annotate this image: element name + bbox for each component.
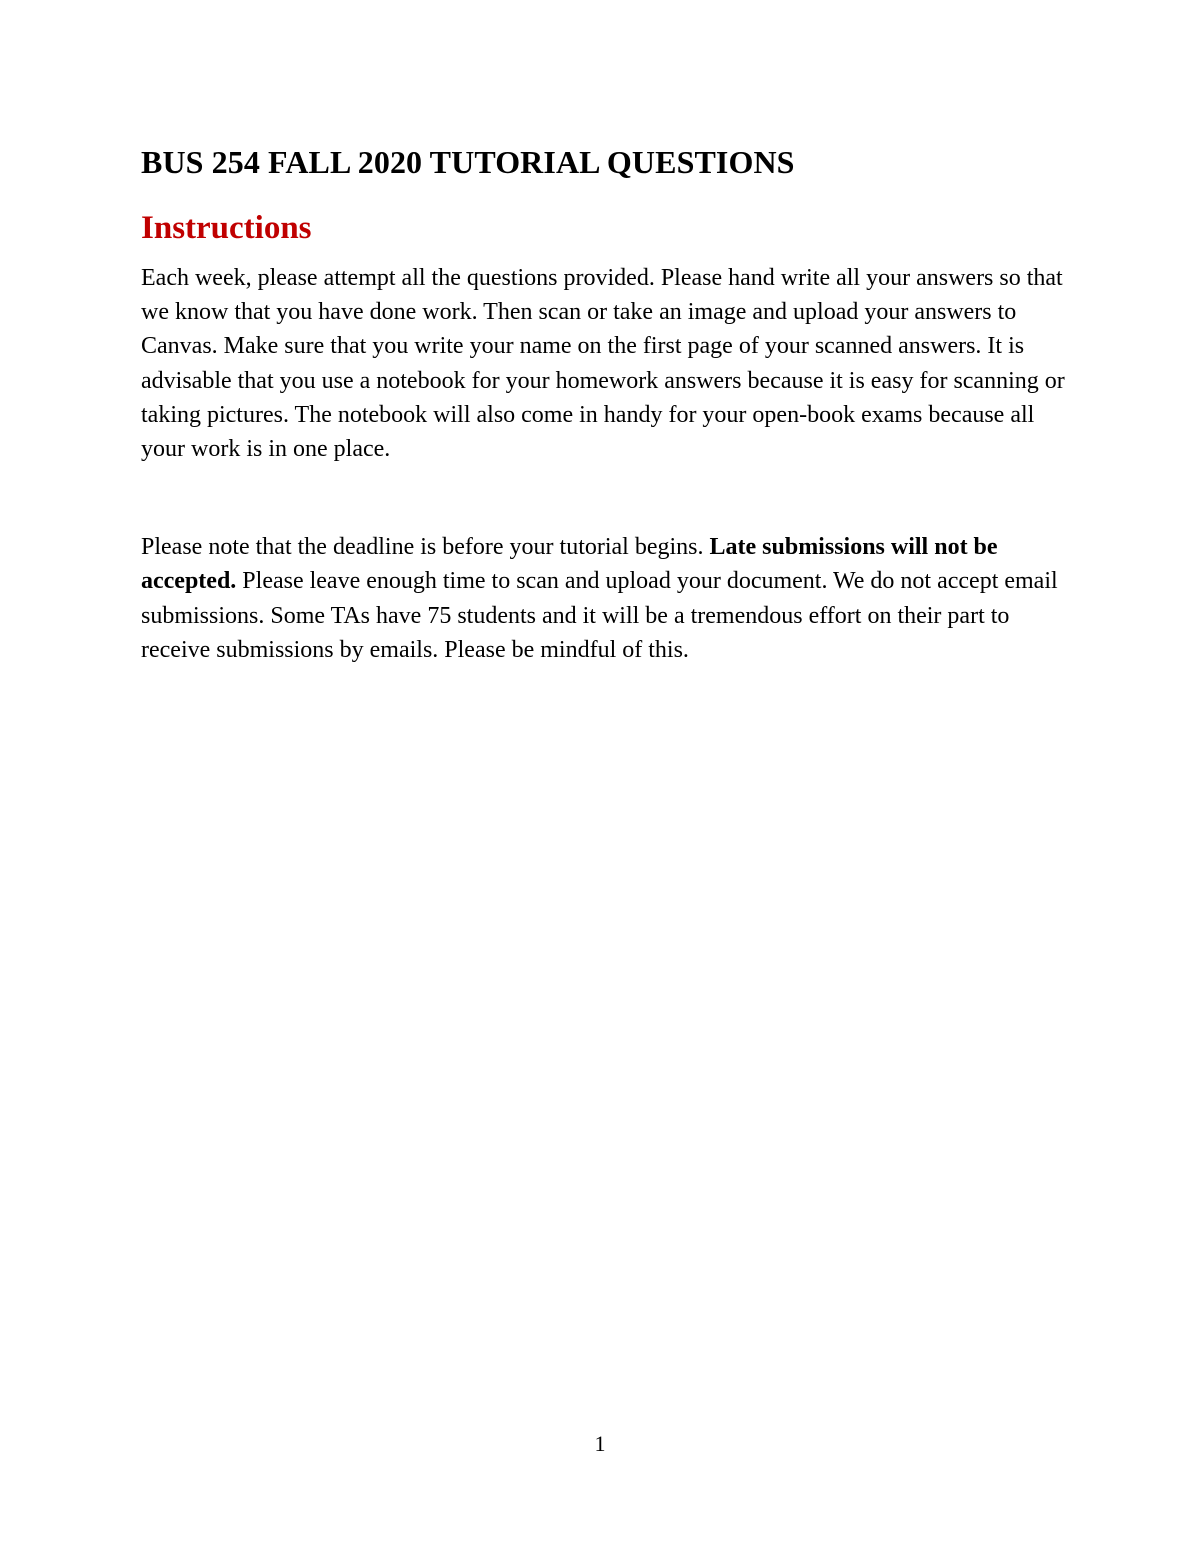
deadline-intro-text: Please note that the deadline is before your tutorial begins. (141, 534, 710, 561)
page-number: 1 (594, 1431, 606, 1456)
instructions-paragraph: Each week, please attempt all the questions provided. Please hand write all your answers so that we know that you have done work. Then scan or take an image and upload your answers to Canvas. Make sure that you write your name on the first page of your scanned answers. It is advisable that you use a notebook for your homework answers because it is easy for scanning or taking pictures. The notebook will also come in handy for your open-book exams because all your work is in one place. (141, 265, 1065, 463)
document-title: BUS 254 FALL 2020 TUTORIAL QUESTIONS (141, 144, 795, 180)
page-content (141, 140, 1066, 667)
deadline-rest-text: Please leave enough time to scan and upload your document. We do not accept email submissions. Some TAs have 75 students and it will be a tremendous effort on their part to receive submissions by emails. Please be mindful of this. (141, 568, 1058, 663)
late-submission-warning: Late submissions will not be accepted. (141, 534, 998, 595)
deadline-paragraph (141, 530, 1066, 667)
instructions-heading: Instructions (141, 210, 312, 246)
